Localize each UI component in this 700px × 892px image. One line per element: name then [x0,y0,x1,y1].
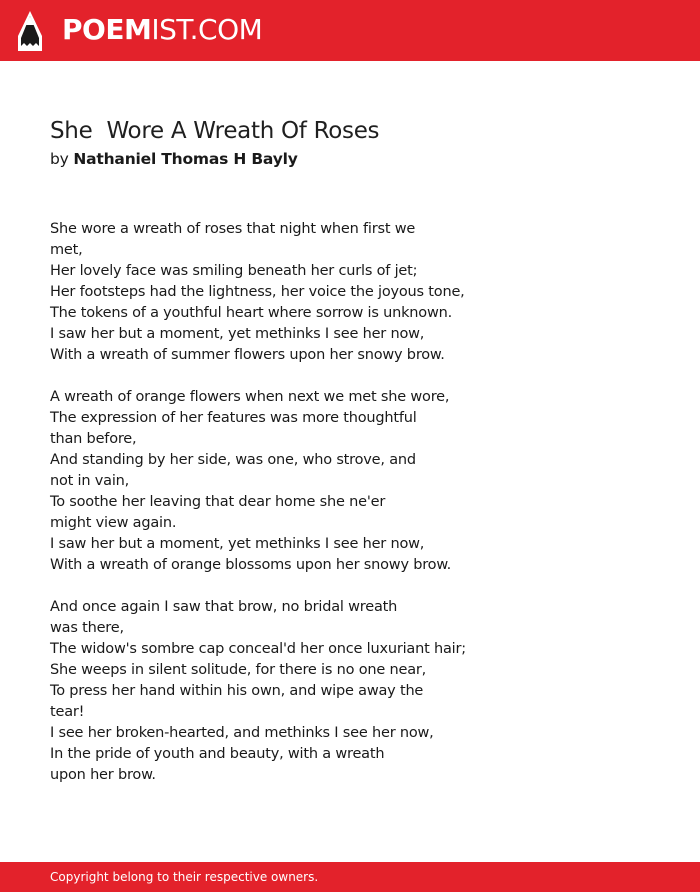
poem-line: was there, [50,620,124,636]
poem-stanza [50,387,470,576]
poem-title: She Wore A Wreath Of Roses [50,118,380,144]
poem-author: Nathaniel Thomas H Bayly [73,150,298,168]
site-footer [0,862,700,892]
poem-line: In the pride of youth and beauty, with a wreath [50,746,385,762]
poem-line: might view again. [50,515,177,531]
poem-line: Her footsteps had the lightness, her voice the joyous tone, [50,284,465,300]
poem-line: met, [50,242,83,258]
poem-line: To press her hand within his own, and wipe away the [50,683,424,699]
byline-prefix: by [50,150,69,168]
poem-line: upon her brow. [50,767,156,783]
poem-stanza [50,597,470,786]
logo-text-bold: POEM [62,13,152,46]
poem-line: With a wreath of summer flowers upon her snowy brow. [50,347,445,363]
poem-line: I saw her but a moment, yet methinks I see her now, [50,536,425,552]
poem-line: She wore a wreath of roses that night when first we [50,221,416,237]
poem-stanza [50,219,470,366]
poem-line: The tokens of a youthful heart where sorrow is unknown. [50,305,453,321]
poem-line: I see her broken-hearted, and methinks I see her now, [50,725,434,741]
site-logo[interactable] [62,14,262,46]
logo-text-light: IST.COM [151,13,263,46]
poem-line: Her lovely face was smiling beneath her curls of jet; [50,263,418,279]
poem-line: She weeps in silent solitude, for there is no one near, [50,662,427,678]
poem-line: To soothe her leaving that dear home she ne'er [50,494,386,510]
poem-line: not in vain, [50,473,130,489]
poem-line: tear! [50,704,85,720]
poem-line: And standing by her side, was one, who strove, and [50,452,416,468]
copyright-text: Copyright belong to their respective owners. [50,870,319,884]
poem-line: The widow's sombre cap conceal'd her once luxuriant hair; [50,641,466,657]
pencil-tip-icon [17,10,43,52]
poem-byline [50,149,298,169]
poem-line: With a wreath of orange blossoms upon her snowy brow. [50,557,452,573]
site-header [0,0,700,61]
poem-line: I saw her but a moment, yet methinks I see her now, [50,326,425,342]
poem-line: The expression of her features was more thoughtful [50,410,417,426]
poem-line: And once again I saw that brow, no bridal wreath [50,599,398,615]
poem-line: than before, [50,431,137,447]
poem-line: A wreath of orange flowers when next we met she wore, [50,389,450,405]
poem-body [50,219,470,807]
